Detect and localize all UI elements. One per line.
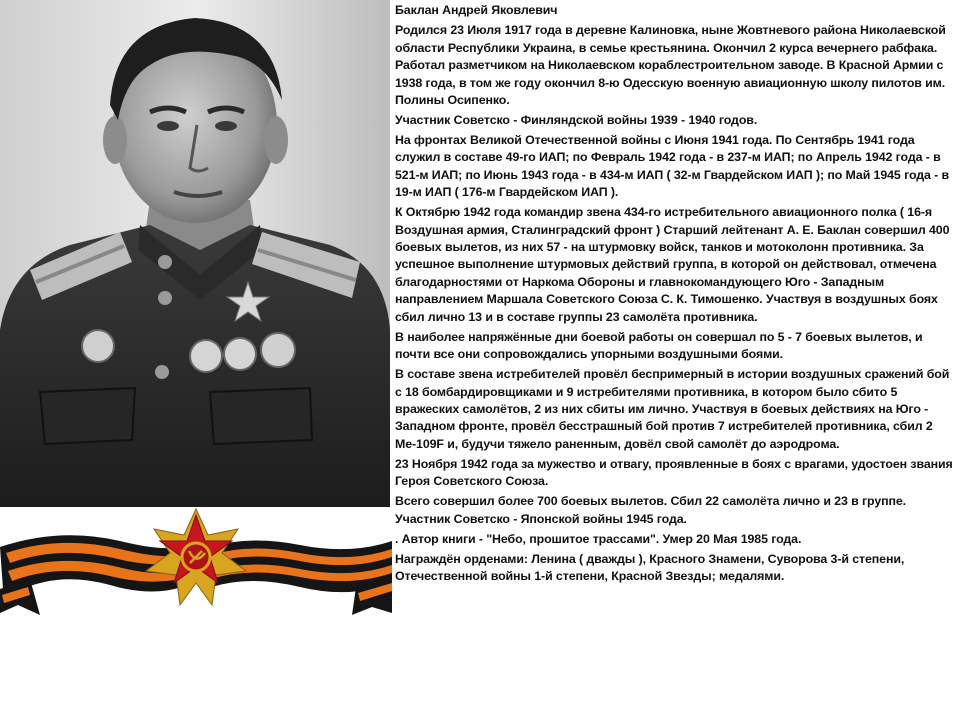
bio-paragraph: Награждён орденами: Ленина ( дважды ), Красного Знамени, Суворова 3-й степени, Отечественной войны 1-й степени, Красной Звезды; медалями. (395, 551, 905, 583)
bio-paragraph: Всего совершил более 700 боевых вылетов. Сбил 22 самолёта лично и 23 в группе. Участник Советско - Японской войны 1945 года. (395, 494, 907, 526)
portrait-illustration (0, 0, 390, 507)
person-name: Баклан Андрей Яковлевич (395, 3, 558, 17)
bio-paragraph: Родился 23 Июля 1917 года в деревне Калиновка, ныне Жовтневого района Николаевской области Республики Украина, в семье крестьянина. Окончил 2 курса вечернего рабфака. Работал разметчиком на Николаевском кораблестроительном заводе. В Красной Армии с 1938 года, в том же году окончил 8-ю Одесскую военную авиационную школу пилотов им. Полины Осипенко. (395, 23, 946, 108)
ribbon-decoration (0, 507, 392, 617)
bio-paragraph: К Октябрю 1942 года командир звена 434-го истребительного авиационного полка ( 16-я Воздушная армия, Сталинградский фронт ) Старший лейтенант А. Е. Баклан совершил 400 боевых вылетов, из них 57 - на штурмовку войск, танков и мотоколонн противника. За успешное выполнение штурмовых действий группа, в которой он действовал, отмечена благодарностями от Наркома Обороны и главнокомандующего Юго - Западным направлением Маршала Советского Союза С. К. Тимошенко. Участвуя в воздушных боях сбил лично 13 и в составе группы 23 самолёта противника. (395, 205, 950, 324)
bio-paragraph: На фронтах Великой Отечественной войны с Июня 1941 года. По Сентябрь 1941 года служил в составе 49-го ИАП; по Февраль 1942 года - в 237-м ИАП; по Апрель 1942 года - в 521-м ИАП; по Июнь 1943 года - в 434-м ИАП ( 32-м Гвардейском ИАП ); по Май 1945 года - в 19-м ИАП ( 176-м Гвардейском ИАП ). (395, 133, 950, 200)
bio-paragraph: Участник Советско - Финляндской войны 1939 - 1940 годов. (395, 113, 758, 128)
bio-paragraph: В составе звена истребителей провёл беспримерный в истории воздушных сражений бой с 18 бомбардировщиками и 9 истребителями противника, в котором было сбито 5 вражеских самолётов, 2 из них сбиты им лично. Участвуя в боевых действиях на Юго - Западном фронте, провёл бесстрашный бой против 7 истребителей противника, сбил 2 Ме-109F и, будучи тяжело раненным, довёл свой самолёт до аэродрома. (395, 367, 950, 451)
biography-text (392, 2, 954, 588)
bio-paragraph: В наиболее напряжённые дни боевой работы он совершал по 5 - 7 боевых вылетов, и почти все они сопровождались упорными воздушными боями. (395, 329, 923, 362)
st-george-ribbon-icon (0, 507, 392, 617)
bio-paragraph: 23 Ноября 1942 года за мужество и отвагу, проявленные в боях с врагами, удостоен звания Героя Советского Союза. (395, 456, 953, 489)
bio-paragraph: . Автор книги - "Небо, прошитое трассами". Умер 20 Мая 1985 года. (395, 531, 802, 546)
portrait-photo (0, 0, 390, 507)
